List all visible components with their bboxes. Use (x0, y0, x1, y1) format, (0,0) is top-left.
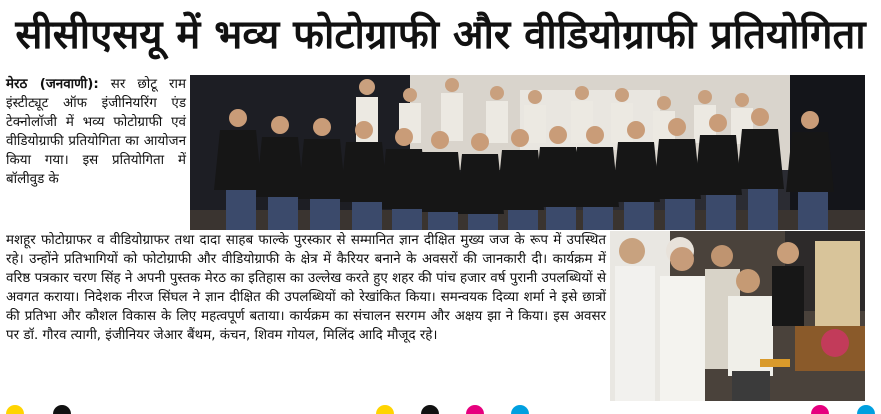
registration-dot-cyan (511, 405, 529, 414)
group-photo-illustration (190, 75, 865, 230)
headline: सीसीएसयू में भव्य फोटोग्राफी और वीडियोग्राफी प्रतियोगिता (15, 12, 866, 58)
registration-dot-yellow (6, 405, 24, 414)
dateline: मेरठ (जनवाणी): (6, 77, 99, 92)
print-registration-marks (0, 404, 881, 414)
body-text: मशहूर फोटोग्राफर व वीडियोग्राफर तथा दादा साहब फाल्के पुरस्कार से सम्मानित ज्ञान दीक्षित मुख्य जज के रूप में उपस्थित रहे। उन्होंने प्रतिभागियों को फोटोग्राफी और वीडियोग्राफी के क्षेत्र में कैरियर बनाने के अवसरों की जानकारी दी। कार्यक्रम में वरिष्ठ पत्रकार चरण सिंह ने अपनी पुस्तक मेरठ का इतिहास का उल्लेख करते हुए शहर की पांच हजार वर्ष पुरानी उपलब्धियों से अवगत कराया। निदेशक नीरज सिंघल ने ज्ञान दीक्षित की उपलब्धियों को रेखांकित किया। समन्वयक दिव्या शर्मा ने इसे छात्रों की प्रतिभा और कौशल विकास के लिए महत्वपूर्ण बताया। कार्यक्रम का संचालन सरगम और अक्षय झा ने किया। इस अवसर पर डॉ. गौरव त्यागी, इंजीनियर जेआर बैंथम, कंचन, शिवम गोयल, मिलिंद आदि मौजूद रहे। (6, 233, 606, 343)
registration-dot-yellow (376, 405, 394, 414)
registration-dot-magenta (811, 405, 829, 414)
ceremony-photo-illustration (610, 231, 865, 401)
registration-dot-black (53, 405, 71, 414)
registration-dot-black (421, 405, 439, 414)
article-lead (6, 75, 186, 189)
registration-dot-magenta (466, 405, 484, 414)
article-body (6, 231, 606, 345)
lead-text: सर छोटू राम इंस्टीट्यूट ऑफ इंजीनियरिंग एंड टेक्नोलॉजी में भव्य फोटोग्राफी एवं वीडियोग्राफी प्रतियोगिता का आयोजन किया गया। इस प्रतियोगिता में बॉलीवुड के (6, 77, 186, 187)
registration-dot-cyan (857, 405, 875, 414)
group-photo (190, 75, 865, 230)
ceremony-photo (610, 231, 865, 401)
